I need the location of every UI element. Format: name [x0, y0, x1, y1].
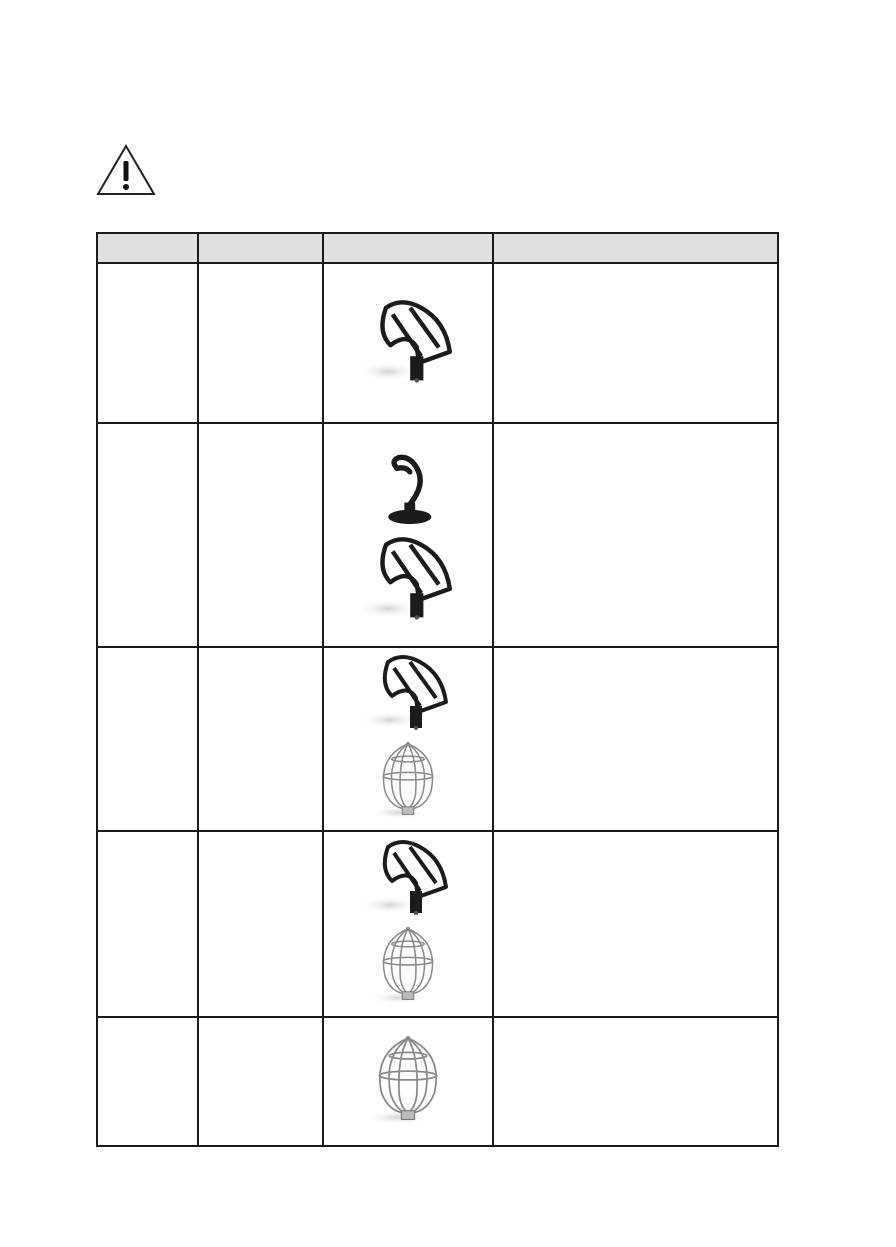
- row-cell-tools: [323, 263, 493, 423]
- flat-beater-icon: [358, 654, 458, 734]
- row-cell-notes: [493, 831, 778, 1016]
- flat-beater-icon: [353, 299, 463, 387]
- row-cell-notes: [493, 1017, 778, 1147]
- row-cell-tools: [323, 647, 493, 831]
- dough-hook-icon: [363, 446, 453, 532]
- row-cell-col1: [97, 647, 198, 831]
- row-cell-col1: [97, 1017, 198, 1147]
- row-cell-tools: [323, 831, 493, 1016]
- row-cell-col2: [198, 423, 323, 648]
- table-row: [97, 647, 778, 831]
- row-cell-col1: [97, 423, 198, 648]
- header-cell-4: [493, 233, 778, 263]
- row-cell-col2: [198, 1017, 323, 1147]
- header-cell-3: [323, 233, 493, 263]
- wire-whisk-icon: [353, 1031, 463, 1131]
- table-row: [97, 831, 778, 1016]
- row-cell-notes: [493, 423, 778, 648]
- row-cell-col2: [198, 647, 323, 831]
- wire-whisk-icon: [358, 923, 458, 1009]
- header-cell-2: [198, 233, 323, 263]
- header-cell-1: [97, 233, 198, 263]
- table-row: [97, 263, 778, 423]
- row-cell-tools: [323, 1017, 493, 1147]
- table-row: [97, 1017, 778, 1147]
- row-cell-col1: [97, 831, 198, 1016]
- row-cell-col2: [198, 831, 323, 1016]
- row-cell-col1: [97, 263, 198, 423]
- table-row: [97, 423, 778, 648]
- flat-beater-icon: [358, 839, 458, 919]
- row-cell-col2: [198, 263, 323, 423]
- flat-beater-icon: [353, 536, 463, 624]
- row-cell-notes: [493, 263, 778, 423]
- table-header-row: [97, 233, 778, 263]
- row-cell-tools: [323, 423, 493, 648]
- attachment-table: [96, 232, 779, 1147]
- warning-triangle-icon: [96, 144, 156, 196]
- row-cell-notes: [493, 647, 778, 831]
- wire-whisk-icon: [358, 738, 458, 824]
